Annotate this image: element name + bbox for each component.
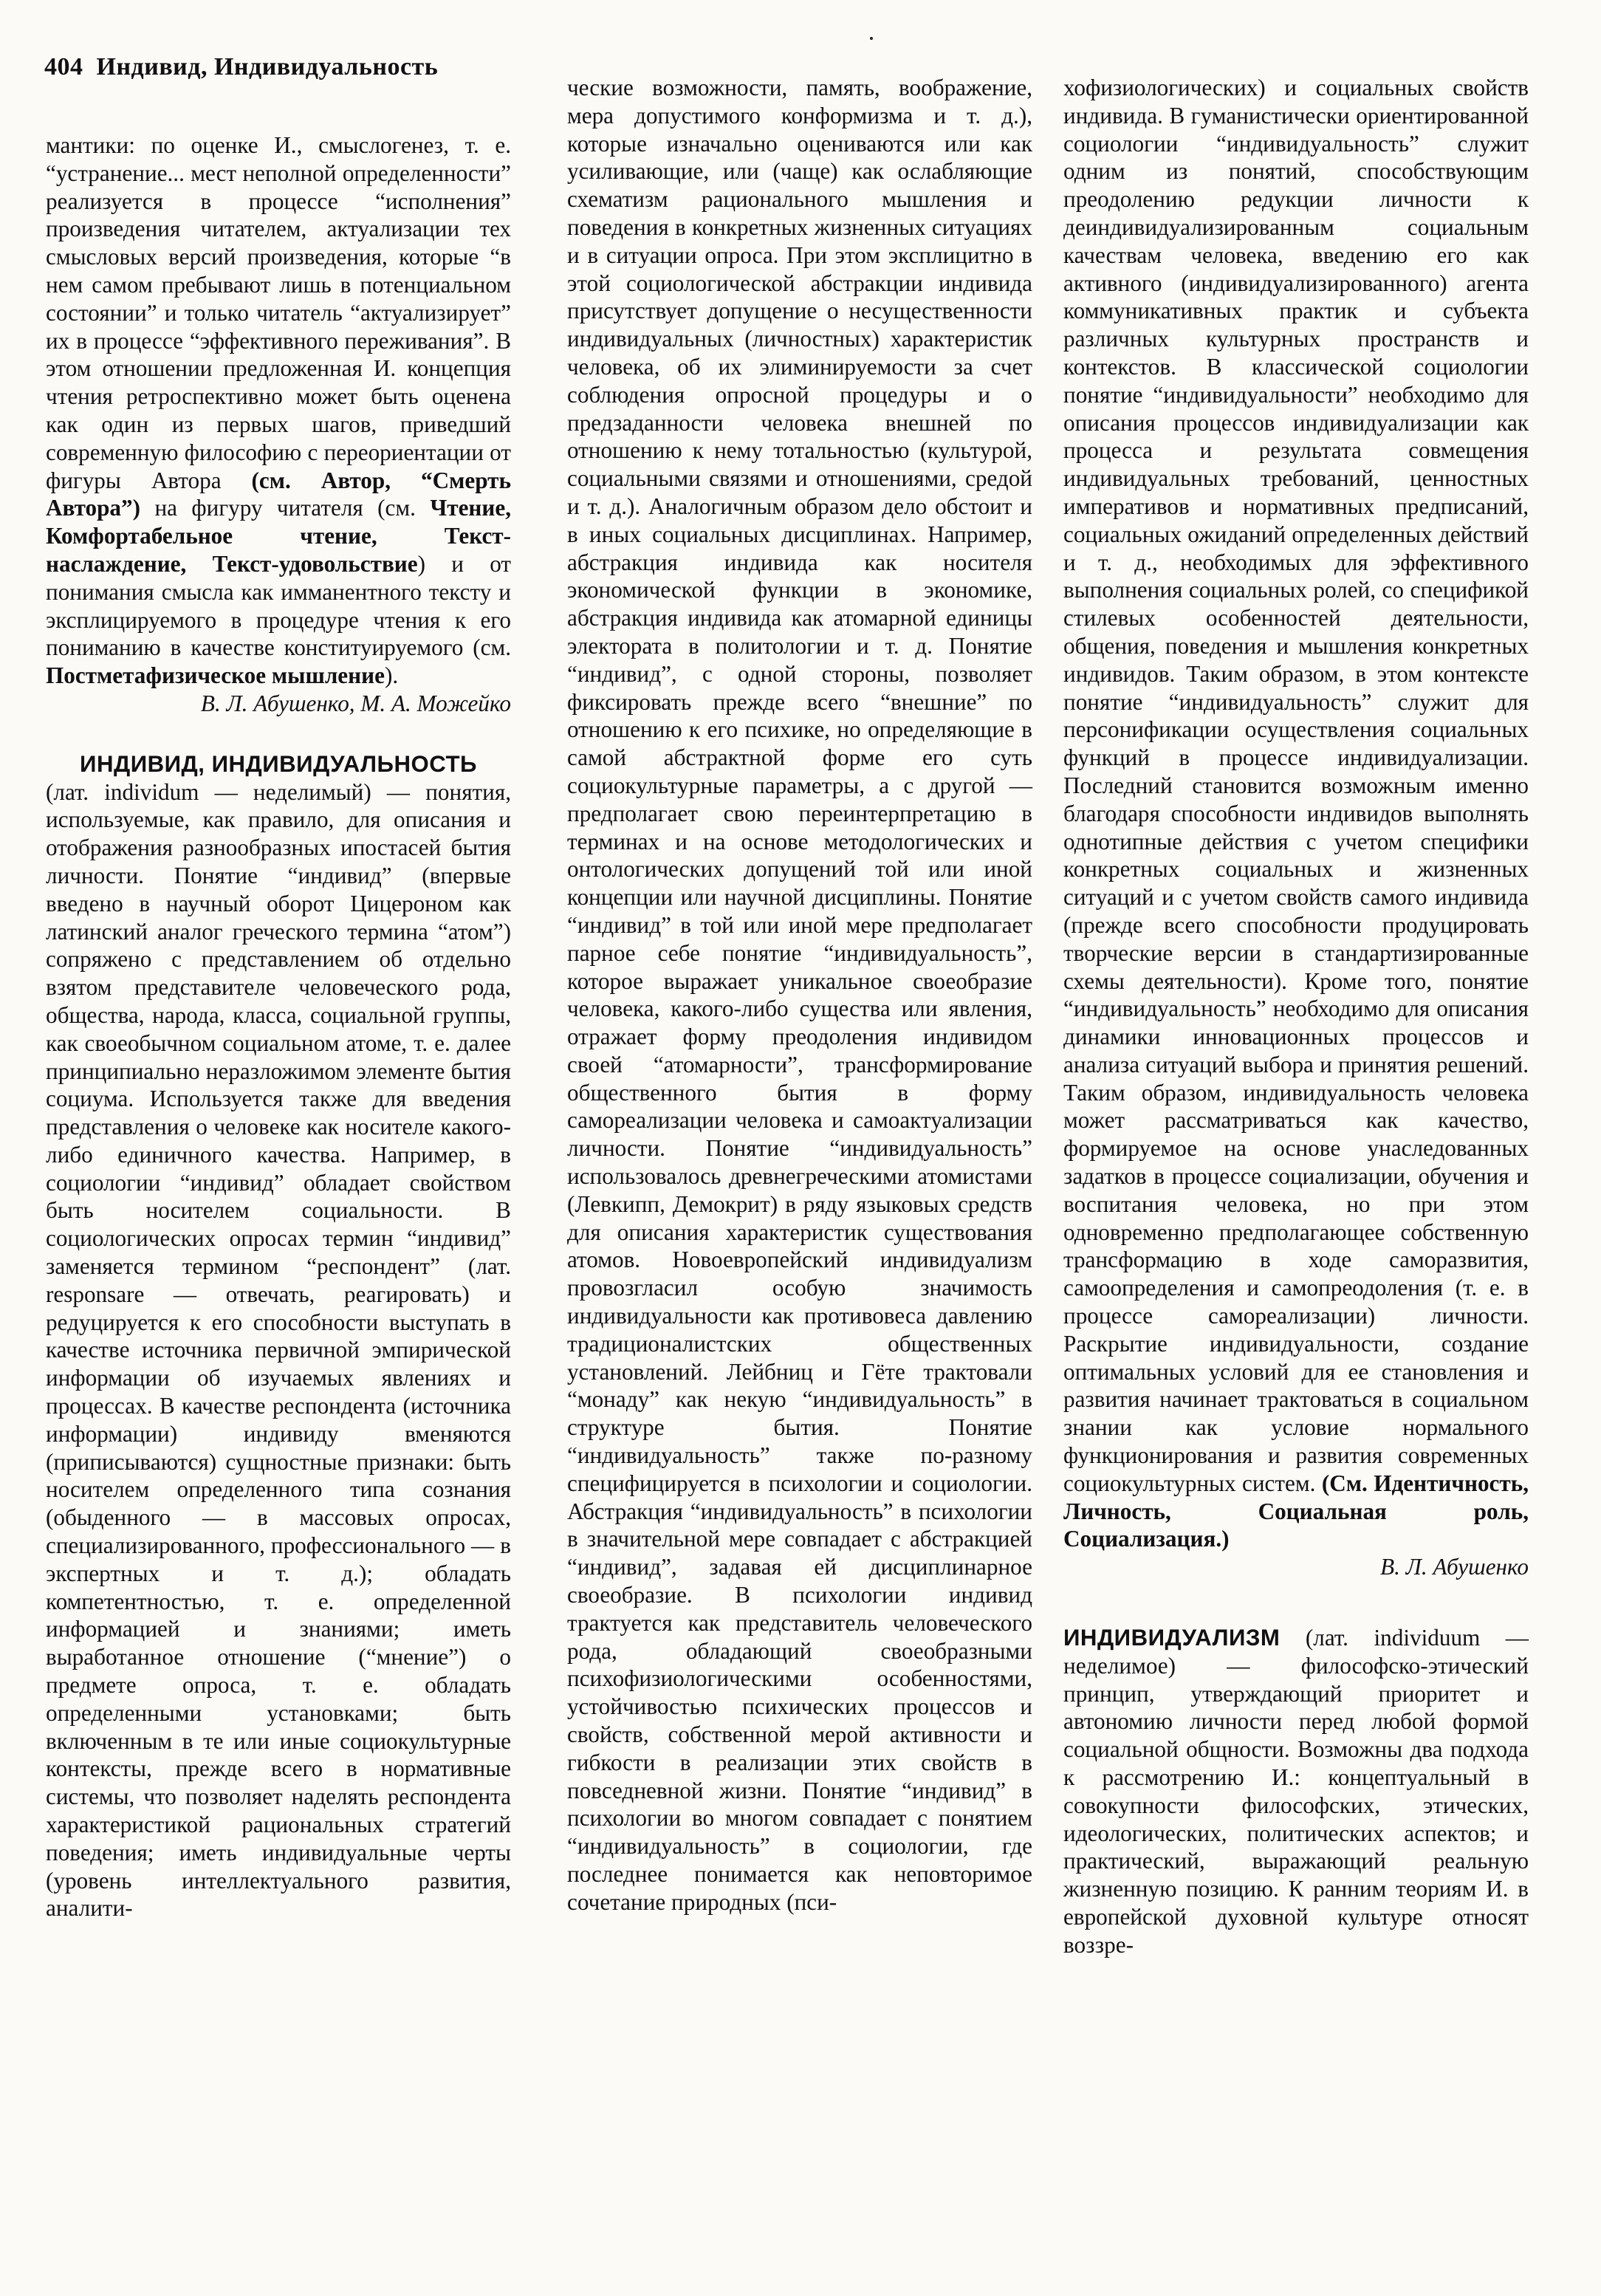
previous-entry-continuation	[46, 131, 511, 690]
continuation-text: мантики: по оценке И., смыслогенез, т. е. “устранение... мест неполной определенности” реализуется в процессе “исполнения” произведения читателем, актуализации тех смысловых версий произведения, которые “в нем самом пребывают лишь в потенциальном состоянии” и только читатель “актуализирует” их в процессе “эффективного переживания”. В этом отношении предложенная И. концепция чтения ретроспективно может быть оценена как один из первых шагов, приведший современную философию с переориентации от фигуры Автора	[46, 132, 511, 493]
entry-author: В. Л. Абушенко	[1380, 1554, 1529, 1580]
entry-body: (лат. individum — неделимый) — понятия, используемые, как правило, для описания и отображения разнообразных ипостасей бытия личности. Понятие “индивид” (впервые введено в научный оборот Цицероном как латинский аналог греческого термина “атом”) сопряжено с представлением об отдельно взятом представителе человеческого рода, общества, народа, класса, социальной группы, как своеобычном социальном атоме, т. е. далее принципиально неразложимом элементе бытия социума. Используется также для введения представления о человеке как носителе какого-либо единичного качества. Например, в социологии “индивид” обладает свойством быть носителем социальности. В социологических опросах термин “индивид” заменяется термином “респондент” (лат. responsare — отвечать, реагировать) и редуцируется к его способности выступать в качестве источника первичной эмпирической информации об изучаемых явлениях и процессах. В качестве респондента (источника информации) индивиду вменяются (приписываются) сущностные признаки: быть носителем определенного типа сознания (обыденного — в массовых опросах, специализированного, профессионального — в экспертных и т. д.); обладать компетентностью, т. е. определенной информацией и знаниями; иметь выработанное отношение (“мнение”) о предмете опроса, т. е. обладать определенными установками; быть включенным в те или иные социокультурные контексты, прежде всего в нормативные системы, что позволяет наделять респондента характеристикой рациональных стратегий поведения; иметь индивидуальные черты (уровень интеллектуального развития, аналити-	[46, 778, 511, 1922]
column-3	[1063, 74, 1529, 1959]
column-2	[567, 74, 1032, 1916]
cross-reference: Чтение, Комфортабельное чтение, Текст-наслаждение, Текст-удовольствие	[46, 495, 511, 577]
scan-mark	[870, 37, 873, 40]
page-number: 404	[44, 53, 83, 80]
continuation-text: ).	[384, 662, 399, 689]
continuation-text: на фигуру читателя (см.	[140, 495, 431, 521]
cross-reference: (см. Автор, “Смерть Автора”)	[46, 467, 511, 521]
entry-body	[1063, 1624, 1529, 1959]
entry-body-continued: ческие возможности, память, воображение, мера допустимого конформизма и т. д.), которые изначально оцениваются или как усиливающие, или (чаще) как ослабляющие схематизм рационального мышления и поведения в конкретных жизненных ситуациях и в ситуации опроса. При этом эксплицитно в этой социологической абстракции индивида присутствует допущение о несущественности индивидуальных (личностных) характеристик человека, об их элиминируемости за счет соблюдения опросной процедуры и о предзаданности человека внешней по отношению к нему тотальностью (культурой, социальными связями и отношениями, средой и т. д.). Аналогичным образом дело обстоит и в иных социальных дисциплинах. Например, абстракция индивида как носителя экономической функции в экономике, абстракция индивида как атомарной единицы электората в политологии и т. д. Понятие “индивид”, с одной стороны, позволяет фиксировать прежде всего “внешние” по отношению к его психике, но определяющие в самой абстрактной форме его суть социокультурные параметры, а с другой — предполагает свою переинтерпретацию в терминах и на основе методологических и онтологических допущений той или иной концепции или научной дисциплины. Понятие “индивид” в той или иной мере предполагает парное себе понятие “индивидуальность”, которое выражает уникальное своеобразие человека, какого-либо существа или явления, отражает форму преодоления индивидом своей “атомарности”, трансформирование общественного бытия в форму самореализации человека и самоактуализации личности. Понятие “индивидуальность” использовалось древнегреческими атомистами (Левкипп, Демокрит) в ряду языковых средств для описания характеристик существования атомов. Новоевропейский индивидуализм провозгласил особую значимость индивидуальности как противовеса давлению традиционалистских общественных установлений. Лейбниц и Гёте трактовали “монаду” как некую “индивидуальность” в структуре бытия. Понятие “индивидуальность” также по-разному специфицируется в психологии и социологии. Абстракция “индивидуальность” в психологии в значительной мере совпадает с абстракцией “индивид”, задавая ей дисциплинарное своеобразие. В психологии индивид трактуется как представитель человеческого рода, обладающий своеобразными психофизиологическими особенностями, устойчивостью психических процессов и свойств, собственной мерой активности и гибкости в реализации этих свойств в повседневной жизни. Понятие “индивид” в психологии во многом совпадает с понятием “индивидуальность” в социологии, где последнее понимается как неповторимое сочетание природных (пси-	[567, 75, 1032, 1915]
continuation-text: ) и от понимания смысла как имманентного тексту и эксплицируемого в процедуре чтения к его пониманию в качестве конституируемого (см.	[46, 550, 512, 661]
entry-individ	[46, 750, 511, 1922]
entry-individualizm	[1063, 1624, 1529, 1959]
body-text: хофизиологических) и социальных свойств индивида. В гуманистически ориентированной социологии “индивидуальность” служит одним из понятий, способствующим преодолению редукции личности к деиндивидуализированным социальным качествам человека, введению его как активного (индивидуализированного) агента коммуникативных практик и субъекта различных культурных пространств и контекстов. В классической социологии понятие “индивидуальности” необходимо для описания процессов индивидуализации как процесса и результата совмещения индивидуальных требований, ценностных императивов и нормативных предписаний, социальных ожиданий определенных действий и т. д., необходимых для эффективного выполнения социальных ролей, со спецификой стилевых особенностей деятельности, общения, поведения и мышления конкретных индивидов. Таким образом, в этом контексте понятие “индивидуальность” служит для персонификации осуществления социальных функций в процессе индивидуализации. Последний становится возможным именно благодаря способности индивидов выполнять однотипные действия с учетом специфики конкретных социальных и жизненных ситуаций и с учетом свойств самого индивида (прежде всего способности продуцировать творческие версии в стандартизированные схемы деятельности). Кроме того, понятие “индивидуальность” необходимо для описания динамики инновационных процессов и анализа ситуаций выбора и принятия решений. Таким образом, индивидуальность человека может рассматриваться как качество, формируемое на основе унаследованных задатков в процессе социализации, обучения и воспитания человека, но при этом одновременно предполагающее собственную трансформацию в ходе саморазвития, самоопределения и самопреодоления (т. е. в процессе самореализации) личности. Раскрытие индивидуальности, создание оптимальных условий для ее становления и развития начинает трактоваться в социальном знании как условие нормального функционирования и развития современных социокультурных систем.	[1063, 75, 1529, 1496]
entry-headword: ИНДИВИД, ИНДИВИДУАЛЬНОСТЬ	[80, 750, 477, 777]
entry-body-continued	[1063, 74, 1529, 1553]
entry-headword-line	[46, 750, 511, 778]
entry-author: В. Л. Абушенко, М. А. Можейко	[200, 690, 511, 716]
cross-references: (См. Идентичность, Личность, Социальная роль, Социализация.)	[1063, 1470, 1529, 1552]
entry-headword: ИНДИВИДУАЛИЗМ	[1063, 1625, 1281, 1651]
running-header	[44, 53, 438, 81]
entry-text: (лат. individuum — неделимое) — философско-этический принцип, утверждающий приоритет и автономию личности перед любой формой социальной общности. Возможны два подхода к рассмотрению И.: концептуальный в совокупности философских, этических, идеологических, политических аспектов; и практический, выражающий реальную жизненную позицию. К ранним теориям И. в европейской духовной культуре относят воззре-	[1063, 1625, 1529, 1958]
column-1	[46, 131, 511, 1922]
cross-reference: Постметафизическое мышление	[46, 662, 385, 689]
running-title: Индивид, Индивидуальность	[96, 53, 439, 80]
